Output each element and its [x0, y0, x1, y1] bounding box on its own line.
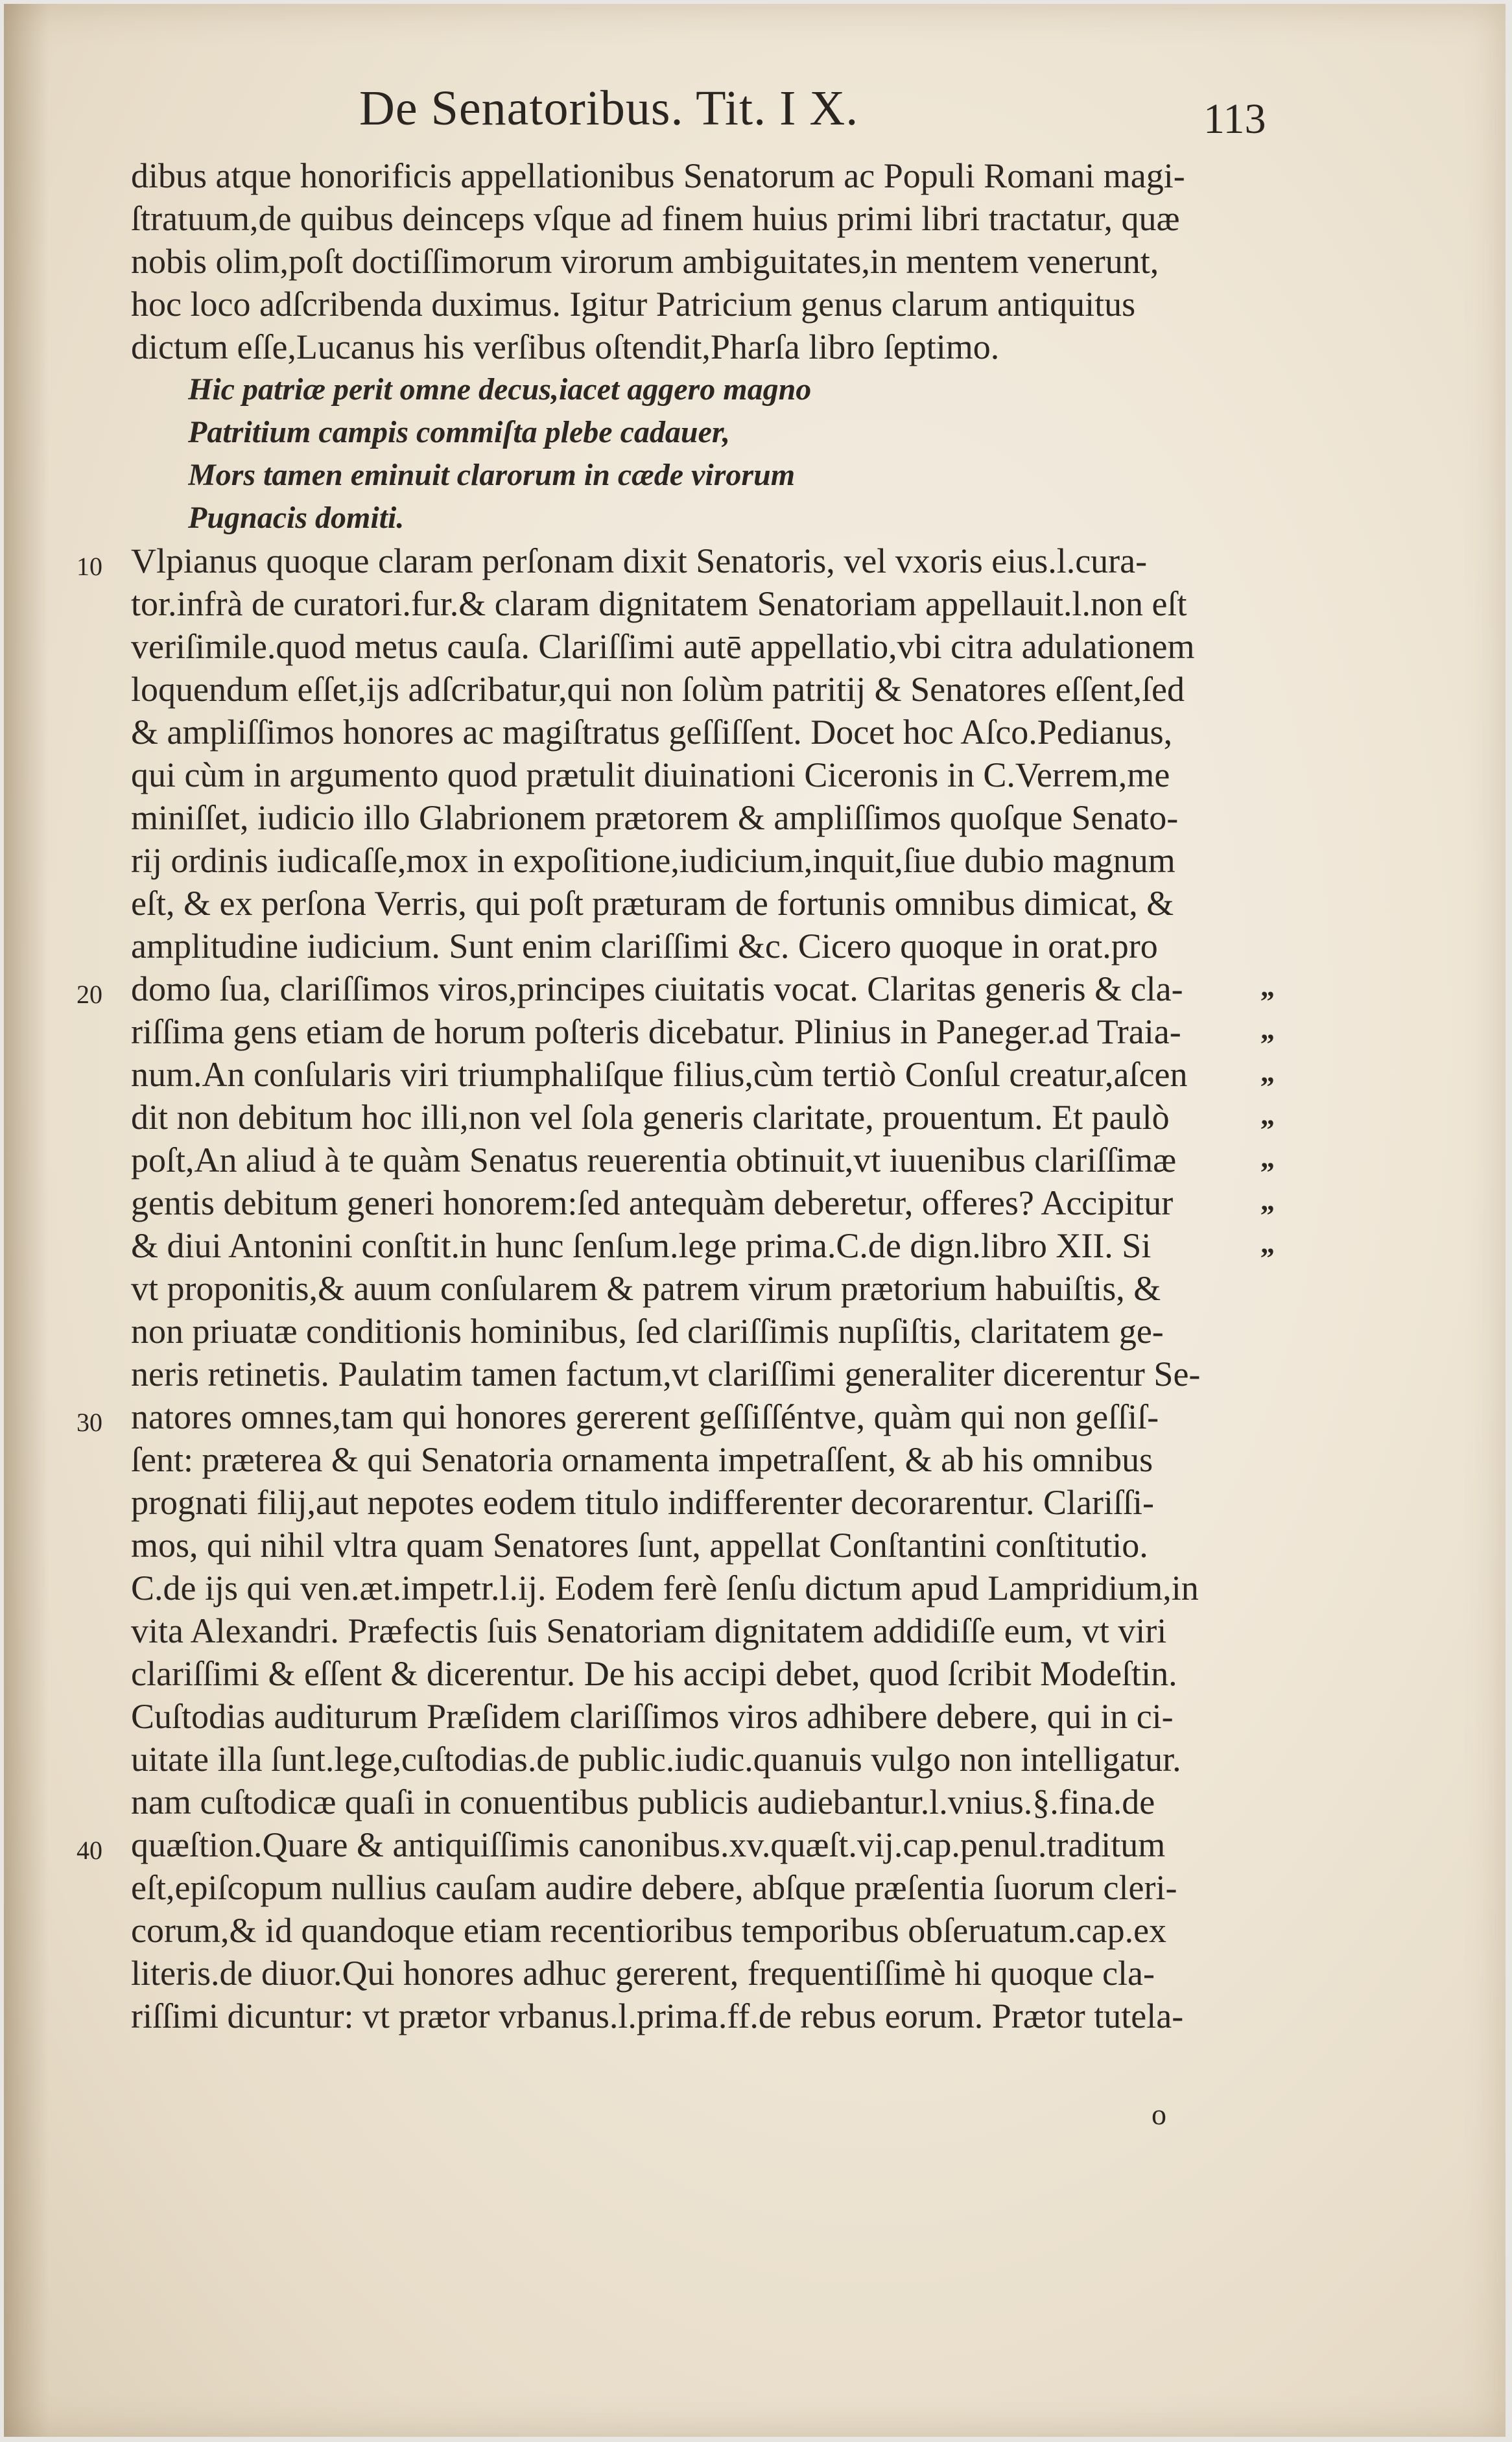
book-page [4, 4, 1506, 2437]
marginal-quote-mark: „ [1260, 1099, 1275, 1131]
text-line: vt proponitis,& auum conſularem & patrem virum prætorium habuiſtis, & [131, 1269, 1161, 1308]
text-line: natores omnes,tam qui honores gererent geſſiſſéntve, quàm qui non geſſiſ- [131, 1397, 1159, 1436]
verse-line: Pugnacis domiti. [188, 501, 405, 535]
line-number: 30 [77, 1408, 102, 1437]
text-line: poſt,An aliud à te quàm Senatus reuerentia obtinuit,vt iuuenibus clariſſimæ [131, 1141, 1177, 1180]
text-line: num.An conſularis viri triumphaliſque filius,cùm tertiò Conſul creatur,aſcen [131, 1055, 1188, 1094]
text-line: & diui Antonini conſtit.in hunc ſenſum.lege prima.C.de dign.libro XII. Si [131, 1226, 1152, 1265]
text-line: qui cùm in argumento quod prætulit diuinationi Ciceronis in C.Verrem,me [131, 755, 1170, 794]
text-line: nobis olim,poſt doctiſſimorum virorum ambiguitates,in mentem venerunt, [131, 242, 1159, 281]
text-line: quæſtion.Quare & antiquiſſimis canonibus.xv.quæſt.vij.cap.penul.traditum [131, 1825, 1166, 1864]
text-line: mos, qui nihil vltra quam Senatores ſunt, appellat Conſtantini conſtitutio. [131, 1526, 1148, 1565]
text-line: tor.infrà de curatori.fur.& claram dignitatem Senatoriam appellauit.l.non eſt [131, 584, 1187, 623]
text-line: literis.de diuor.Qui honores adhuc gererent, frequentiſſimè hi quoque cla- [131, 1954, 1155, 1993]
text-line: dit non debitum hoc illi,non vel ſola generis claritate, prouentum. Et paulò [131, 1098, 1170, 1137]
signature-mark: o [1152, 2098, 1166, 2131]
text-line: dibus atque honorificis appellationibus Senatorum ac Populi Romani magi- [131, 156, 1185, 195]
marginal-quote-mark: „ [1260, 1227, 1275, 1259]
page-number: 113 [1203, 95, 1266, 143]
text-line: amplitudine iudicium. Sunt enim clariſſimi &c. Cicero quoque in orat.pro [131, 927, 1158, 966]
marginal-quote-mark: „ [1260, 971, 1275, 1002]
line-number: 10 [77, 552, 102, 581]
line-number: 20 [77, 980, 102, 1009]
text-line: riſſimi dicuntur: vt prætor vrbanus.l.prima.ff.de rebus eorum. Prætor tutela- [131, 1997, 1184, 2035]
text-line: riſſima gens etiam de horum poſteris dicebatur. Plinius in Paneger.ad Traia- [131, 1012, 1181, 1051]
verse-line: Mors tamen eminuit clarorum in cæde virorum [188, 458, 796, 492]
text-line: dictum eſſe,Lucanus his verſibus oſtendit,Pharſa libro ſeptimo. [131, 327, 1000, 366]
text-line: ſtratuum,de quibus deinceps vſque ad finem huius primi libri tractatur, quæ [131, 199, 1180, 238]
text-line: corum,& id quandoque etiam recentioribus temporibus obſeruatum.cap.ex [131, 1911, 1167, 1950]
text-line: rij ordinis iudicaſſe,mox in expoſitione,iudicium,inquit,ſiue dubio magnum [131, 841, 1175, 880]
marginal-quote-mark: „ [1260, 1185, 1275, 1216]
text-line: ſent: præterea & qui Senatoria ornamenta impetraſſent, & ab his omnibus [131, 1440, 1153, 1479]
text-line: veriſimile.quod metus cauſa. Clariſſimi autē appellatio,vbi citra adulationem [131, 627, 1195, 666]
text-line: uitate illa ſunt.lege,cuſtodias.de public.iudic.quanuis vulgo non intelligatur. [131, 1740, 1181, 1779]
text-line: Vlpianus quoque claram perſonam dixit Senatoris, vel vxoris eius.l.cura- [131, 541, 1148, 580]
text-line: Cuſtodias auditurum Præſidem clariſſimos viros adhibere debere, qui in ci- [131, 1697, 1174, 1736]
text-line: non priuatæ conditionis hominibus, ſed clariſſimis nupſiſtis, claritatem ge- [131, 1312, 1164, 1351]
text-line: hoc loco adſcribenda duximus. Igitur Patricium genus clarum antiquitus [131, 285, 1136, 324]
text-line: gentis debitum generi honorem:ſed antequàm deberetur, offeres? Accipitur [131, 1183, 1174, 1222]
line-number: 40 [77, 1836, 102, 1865]
text-line: miniſſet, iudicio illo Glabrionem prætorem & ampliſſimos quoſque Senato- [131, 798, 1179, 837]
body-text [4, 4, 1506, 2437]
marginal-quote-mark: „ [1260, 1142, 1275, 1174]
text-line: C.de ijs qui ven.æt.impetr.l.ij. Eodem ferè ſenſu dictum apud Lampridium,in [131, 1569, 1199, 1607]
marginal-quote-mark: „ [1260, 1014, 1275, 1045]
text-line: neris retinetis. Paulatim tamen factum,vt clariſſimi generaliter dicerentur Se- [131, 1355, 1201, 1393]
text-line: loquendum eſſet,ijs adſcribatur,qui non ſolùm patritij & Senatores eſſent,ſed [131, 670, 1185, 709]
verse-line: Patritium campis commiſta plebe cadauer, [188, 415, 730, 449]
text-line: eſt, & ex perſona Verris, qui poſt præturam de fortunis omnibus dimicat, & [131, 884, 1174, 923]
running-title: De Senatoribus. Tit. I X. [359, 81, 859, 136]
text-line: domo ſua, clariſſimos viros,principes ciuitatis vocat. Claritas generis & cla- [131, 969, 1183, 1008]
text-line: prognati filij,aut nepotes eodem titulo indifferenter decorarentur. Clariſſi- [131, 1483, 1154, 1522]
verse-line: Hic patriæ perit omne decus,iacet aggero magno [188, 372, 812, 407]
text-line: & ampliſſimos honores ac magiſtratus geſſiſſent. Docet hoc Aſco.Pedianus, [131, 713, 1173, 752]
text-line: nam cuſtodicæ quaſi in conuentibus publicis audiebantur.l.vnius.§.fina.de [131, 1783, 1155, 1821]
text-line: vita Alexandri. Præfectis ſuis Senatoriam dignitatem addidiſſe eum, vt viri [131, 1611, 1167, 1650]
text-line: clariſſimi & eſſent & dicerentur. De his accipi debet, quod ſcribit Modeſtin. [131, 1654, 1177, 1693]
marginal-quote-mark: „ [1260, 1056, 1275, 1088]
text-line: eſt,epiſcopum nullius cauſam audire debere, abſque præſentia ſuorum cleri- [131, 1868, 1177, 1907]
